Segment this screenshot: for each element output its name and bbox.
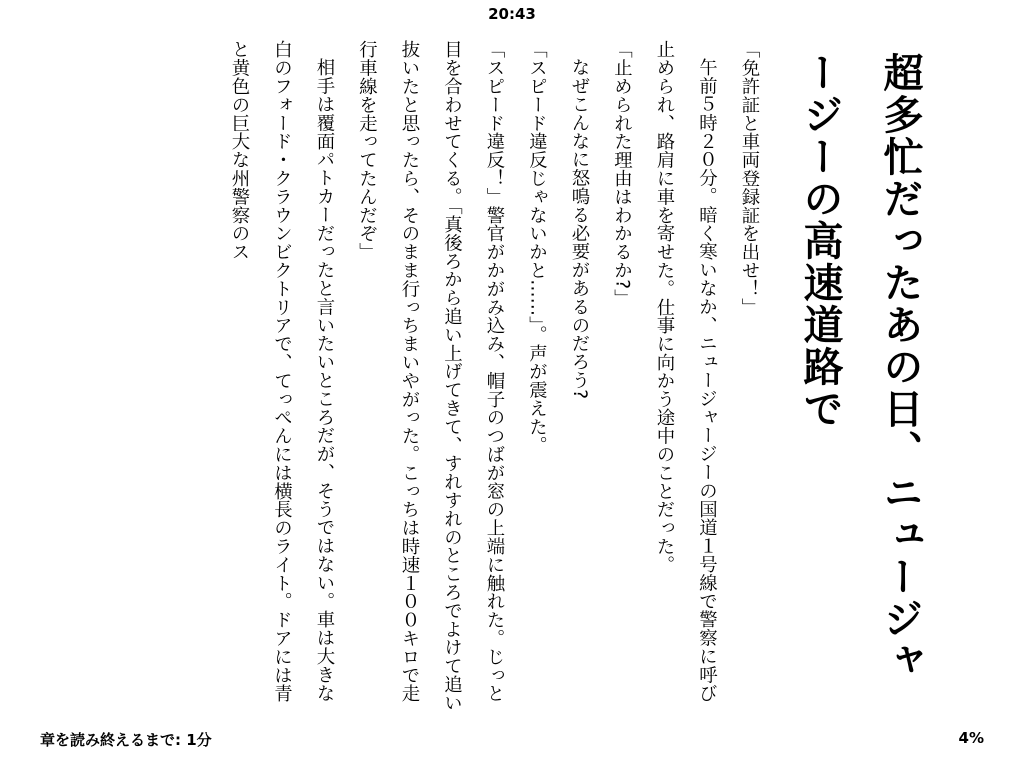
paragraph: 「スピード違反じゃないかと……」。声が震えた。 bbox=[526, 40, 548, 454]
paragraph: なぜこんなに怒鳴る必要があるのだろう? bbox=[569, 58, 590, 400]
reading-progress: 4% bbox=[958, 729, 984, 747]
paragraph: 「スピード違反！」警官がかがみ込み、帽子のつばが窓の上端に触れた。じっと目を合わせてくる。「真後ろから追い上げてきて、すれすれのところでよけて追い抜いたと思ったら、そのまま行っちまいやがった。こっちは時速１００キロで走行車線を走ってたんだぞ」 bbox=[356, 40, 505, 712]
status-time: 20:43 bbox=[488, 5, 536, 23]
paragraph: 相手は覆面パトカーだったと言いたいところだが、そうではない。車は大きな白のフォード・クラウンビクトリアで、てっぺんには横長のライト。ドアには青と黄色の巨大な州警察のス bbox=[229, 40, 335, 703]
paragraph: 午前５時２０分。暗く寒いなか、ニュージャージーの国道１号線で警察に呼び止められ、路肩に車を寄せた。仕事に向かう途中のことだった。 bbox=[654, 40, 718, 703]
paragraph: 「止められた理由はわかるか?」 bbox=[611, 40, 633, 308]
reading-page[interactable] bbox=[70, 40, 940, 720]
chapter-title: 超多忙だったあの日、ニュージャージーの高速道路で bbox=[797, 52, 923, 682]
paragraph: 「免許証と車両登録証を出せ！」 bbox=[739, 40, 760, 316]
chapter-time-remaining: 章を読み終えるまで: 1分 bbox=[40, 731, 212, 749]
